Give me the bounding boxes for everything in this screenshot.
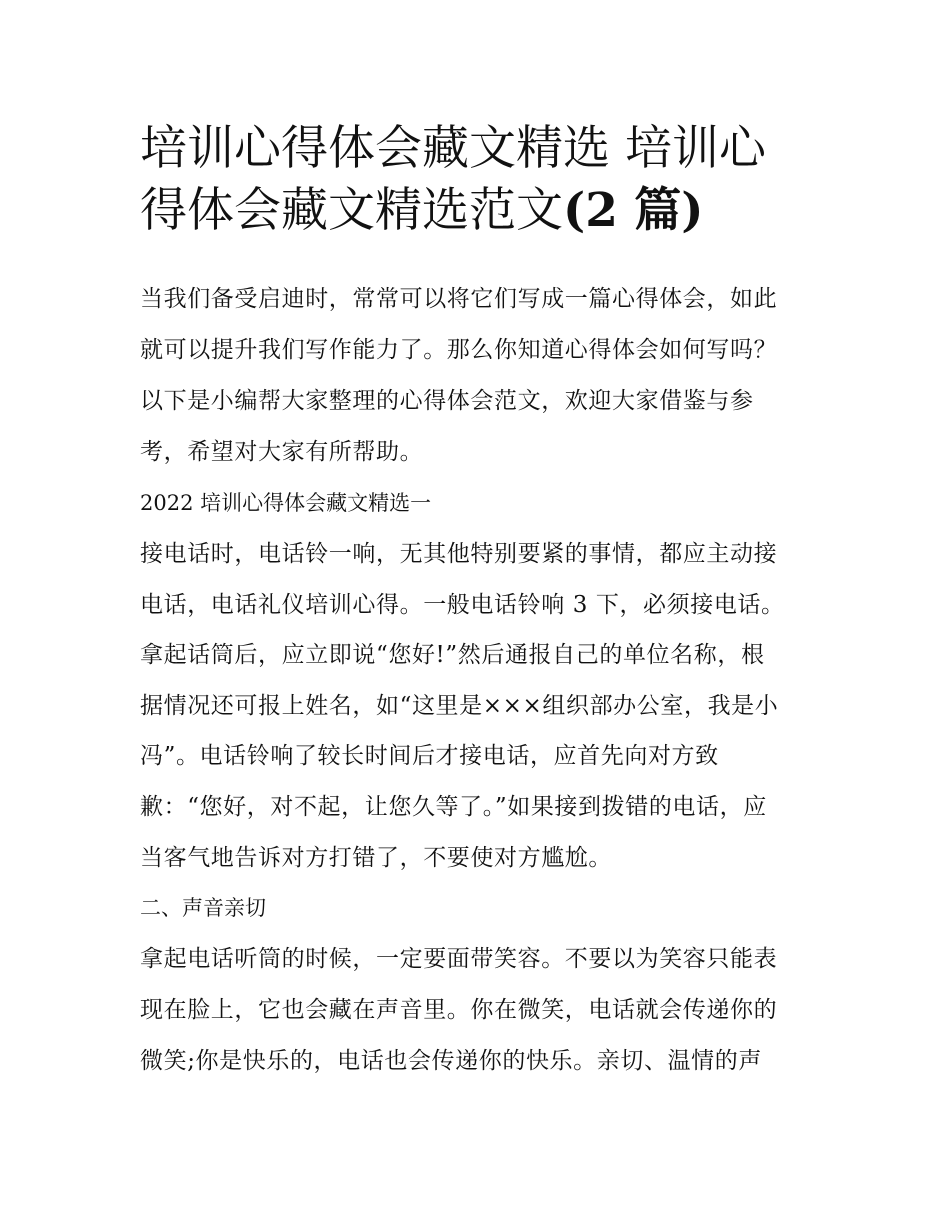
section-1-line: 接电话时，电话铃一响，无其他特别要紧的事情，都应主动接 <box>140 541 778 567</box>
intro-line: 就可以提升我们写作能力了。那么你知道心得体会如何写吗？ <box>140 337 778 363</box>
section-1-line: 电话，电话礼仪培训心得。一般电话铃响 3 下，必须接电话。 <box>140 592 785 618</box>
section-1-line: 据情况还可报上姓名，如“这里是×××组织部办公室，我是小 <box>140 693 779 719</box>
section-2-line: 微笑;你是快乐的，电话也会传递你的快乐。亲切、温情的声 <box>140 1048 762 1074</box>
section-1-line: 拿起话筒后，应立即说“您好!”然后通报自己的单位名称，根 <box>140 642 765 668</box>
section-1-line: 当客气地告诉对方打错了，不要使对方尴尬。 <box>140 845 612 871</box>
intro-line: 当我们备受启迪时，常常可以将它们写成一篇心得体会，如此 <box>140 286 778 312</box>
intro-line: 以下是小编帮大家整理的心得体会范文，欢迎大家借鉴与参 <box>140 388 754 414</box>
section-2-line: 现在脸上，它也会藏在声音里。你在微笑，电话就会传递你的 <box>140 997 778 1023</box>
section-1-line: 冯”。电话铃响了较长时间后才接电话，应首先向对方致 <box>140 743 719 769</box>
section-2-heading: 二、声音亲切 <box>140 896 266 920</box>
title-line-2: 得体会藏文精选范文 <box>140 183 563 238</box>
intro-line: 考，希望对大家有所帮助。 <box>140 439 424 465</box>
title-line-1: 培训心得体会藏文精选 培训心 <box>140 121 766 176</box>
section-2-line: 拿起电话听筒的时候，一定要面带笑容。不要以为笑容只能表 <box>140 946 778 972</box>
section-1-heading: 2022 培训心得体会藏文精选一 <box>140 491 432 515</box>
document-title <box>140 118 820 242</box>
section-1-line: 歉：“您好，对不起，让您久等了。”如果接到拨错的电话，应 <box>140 794 767 820</box>
title-line-2-count: (2 篇) <box>563 183 704 238</box>
